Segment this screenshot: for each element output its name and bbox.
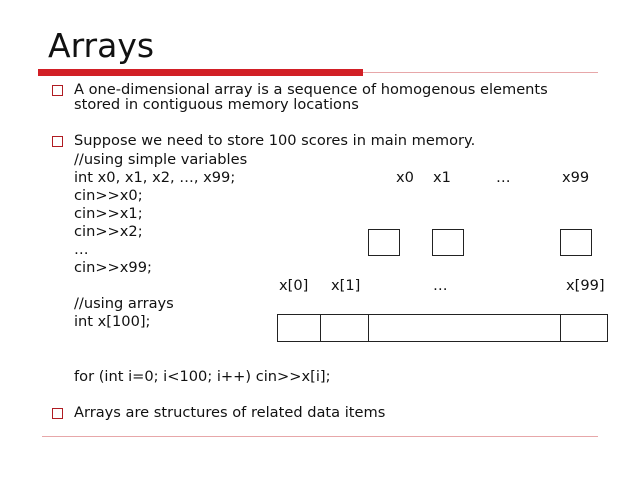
footer-rule <box>42 436 598 437</box>
variable-label: x1 <box>433 169 451 186</box>
code-line: cin>>x99; <box>74 259 152 276</box>
array-cell <box>320 314 369 342</box>
code-line: … <box>74 241 89 258</box>
array-index-label: … <box>433 277 448 294</box>
array-cell <box>368 314 561 342</box>
variable-label: … <box>496 169 511 186</box>
title-accent-bar <box>38 69 363 76</box>
title-rule <box>363 72 598 73</box>
array-cell <box>560 314 608 342</box>
array-index-label: x[1] <box>331 277 361 294</box>
variable-memory-box <box>432 229 464 256</box>
code-line: int x[100]; <box>74 313 151 330</box>
variable-label: x99 <box>562 169 590 186</box>
slide-title: Arrays <box>48 26 155 65</box>
variable-label: x0 <box>396 169 414 186</box>
code-line: for (int i=0; i<100; i++) cin>>x[i]; <box>74 368 331 385</box>
array-index-label: x[0] <box>279 277 309 294</box>
array-cell <box>277 314 321 342</box>
bullet-2-text: Suppose we need to store 100 scores in main memory. <box>74 132 476 149</box>
bullet-1-line-1: A one-dimensional array is a sequence of homogenous elements <box>74 81 548 98</box>
code-line: cin>>x0; <box>74 187 143 204</box>
array-index-label: x[99] <box>566 277 605 294</box>
code-line: int x0, x1, x2, …, x99; <box>74 169 236 186</box>
code-line: cin>>x2; <box>74 223 143 240</box>
code-line: //using arrays <box>74 295 174 312</box>
bullet-3-text: Arrays are structures of related data items <box>74 404 386 421</box>
code-line: cin>>x1; <box>74 205 143 222</box>
bullet-square-icon <box>52 408 63 419</box>
bullet-square-icon <box>52 85 63 96</box>
bullet-square-icon <box>52 136 63 147</box>
bullet-1-line-2: stored in contiguous memory locations <box>74 96 359 113</box>
variable-memory-box <box>368 229 400 256</box>
code-line: //using simple variables <box>74 151 248 168</box>
variable-memory-box <box>560 229 592 256</box>
